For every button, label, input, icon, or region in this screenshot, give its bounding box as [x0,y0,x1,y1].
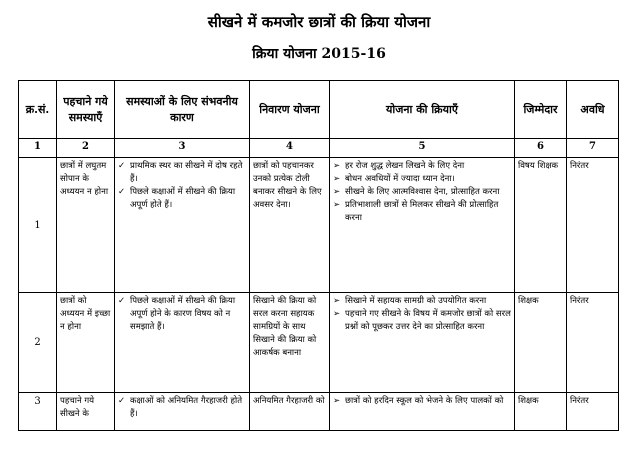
header-row [19,81,619,139]
check-icon: ✓ [118,296,126,306]
check-icon: ✓ [118,396,126,406]
problem-cell: पहचाने गये सीखने के [57,393,115,431]
responsible-cell: शिक्षक [515,293,567,393]
arrow-icon: ➢ [333,161,341,171]
causes-cell [115,158,250,293]
remedy-cell: अनियमित गैरहाजरी को [250,393,330,431]
column-number: 6 [515,139,567,158]
causes-cell [115,393,250,431]
page-title: सीखने में कमजोर छात्रों की क्रिया योजना [207,13,431,31]
arrow-icon: ➢ [333,309,341,319]
arrow-icon: ➢ [333,174,341,184]
remedy-cell: छात्रों को पहचानकर उनको प्रत्येक टोली बनाकर सीखने के लिए अवसर देना। [250,158,330,293]
activities-cell [330,158,515,293]
header-cell: पहचाने गये समस्याएँ [57,81,115,139]
list-item: ➢ सीखने के लिए आत्मविश्वास देना, प्रोत्साहित करना [333,187,500,197]
causes-cell [115,293,250,393]
check-icon: ✓ [118,161,126,171]
list-item: ➢ पहचाने गए सीखने के विषय में कमजोर छात्रों को सरल प्रश्नों को पूछकर उत्तर देने का प्रोत्साहित करना [333,309,511,332]
column-number: 5 [330,139,515,158]
serial-number: 3 [19,393,57,431]
responsible-cell: शिक्षक [515,393,567,431]
column-number: 4 [250,139,330,158]
arrow-icon: ➢ [333,200,341,210]
table-row [19,393,619,431]
remedy-cell: सिखाने की क्रिया को सरल करना सहायक सामग्रियों के साथ सिखाने की क्रिया को आकर्षक बनाना [250,293,330,393]
duration-cell: निरंतर [567,293,619,393]
arrow-icon: ➢ [333,296,341,306]
column-number: 3 [115,139,250,158]
page-subtitle: क्रिया योजना 2015-16 [252,46,386,62]
activities-cell [330,393,515,431]
serial-number: 1 [19,158,57,293]
column-number: 2 [57,139,115,158]
duration-cell: निरंतर [567,393,619,431]
arrow-icon: ➢ [333,187,341,197]
duration-cell: निरंतर [567,158,619,293]
problem-cell: छात्रों को अध्ययन में इच्छा न होना [57,293,115,393]
arrow-icon: ➢ [333,396,341,406]
list-item: ➢ बोधन अवधियों में ज्यादा ध्यान देना। [333,174,455,184]
header-cell: क्र.सं. [19,81,57,139]
list-item: ✓ पिछले कक्षाओं में सीखने की क्रिया अपूर्ण होते हैं। [118,187,236,210]
header-cell: जिम्मेदार [515,81,567,139]
list-item: ➢ छात्रों को हरदिन स्कूल को भेजने के लिए पालकों को [333,396,504,406]
list-item: ✓ प्राथमिक स्थर का सीखने में दोष रहते हैं। [118,161,243,184]
list-item: ➢ प्रतिभाशाली छात्रों से मिलकर सीखने की प्रोत्साहित करना [333,200,499,223]
check-icon: ✓ [118,187,126,197]
header-cell: समस्याओं के लिए संभवनीय कारण [115,81,250,139]
header-cell: योजना की क्रियाएँ [330,81,515,139]
list-item: ✓ पिछले कक्षाओं में सीखने की क्रिया अपूर्ण होने के कारण विषय को न समझाते हैं। [118,296,236,332]
serial-number: 2 [19,293,57,393]
list-item: ➢ हर रोज शुद्ध लेखन लिखने के लिए देना [333,161,465,171]
table-row [19,293,619,393]
list-item: ✓ कक्षाओं को अनियमित गैरहाजरी होते हैं। [118,396,243,419]
column-number: 1 [19,139,57,158]
column-number-row [19,139,619,158]
header-cell: निवारण योजना [250,81,330,139]
list-item: ➢ सिखाने में सहायक सामग्री को उपयोगित करना [333,296,487,306]
column-number: 7 [567,139,619,158]
table-row [19,158,619,293]
responsible-cell: विषय शिक्षक [515,158,567,293]
activities-cell [330,293,515,393]
action-plan-table [18,80,619,431]
problem-cell: छात्रों में लघुतम सोपान के अध्ययन न होना [57,158,115,293]
header-cell: अवधि [567,81,619,139]
